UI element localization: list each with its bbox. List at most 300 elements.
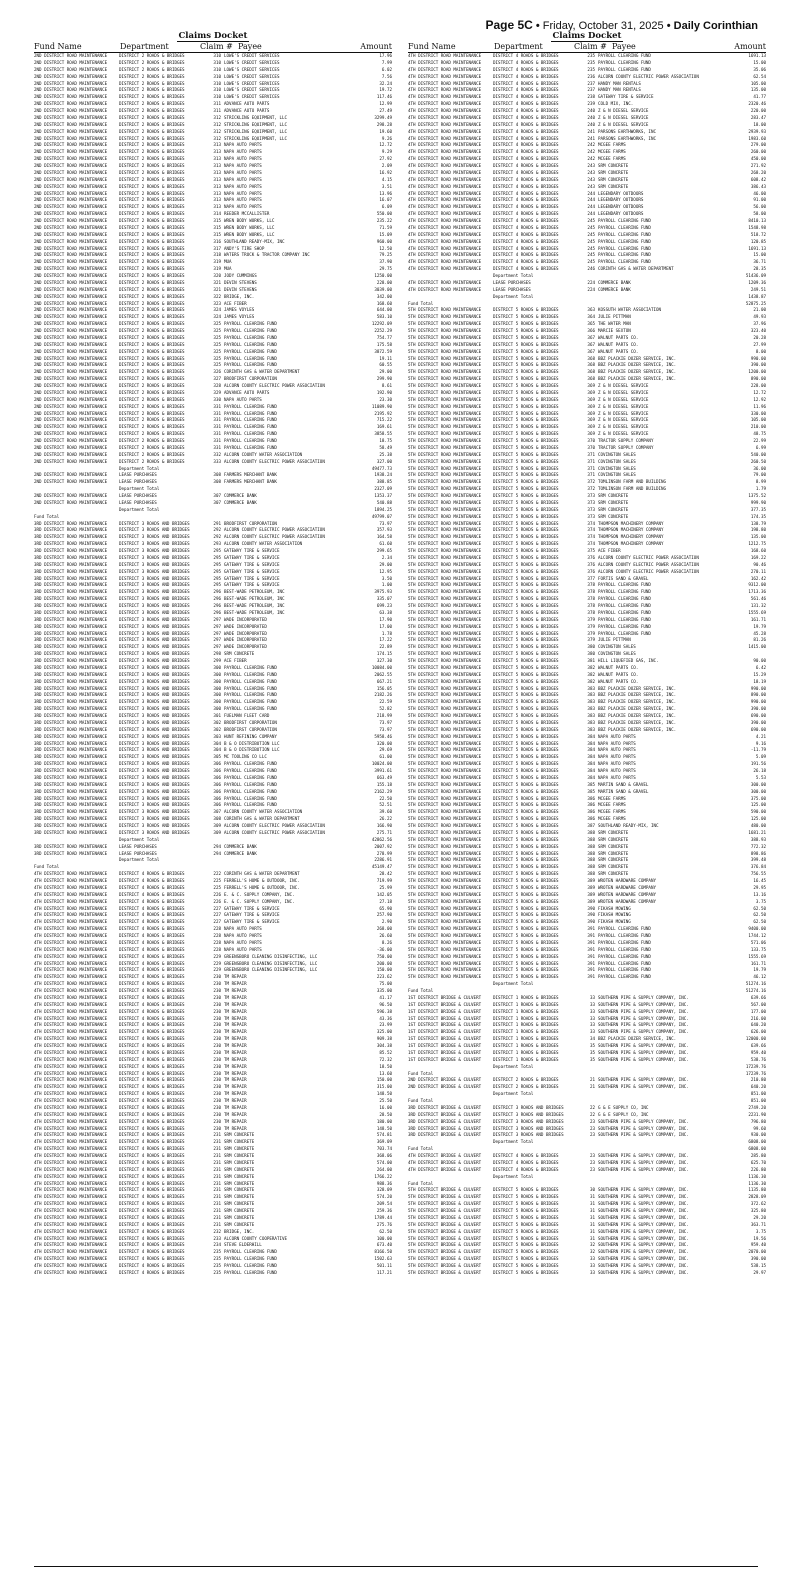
row-payee: PAYROLL CLEARING FUND [224, 424, 277, 430]
row-payee: PAYROLL CLEARING FUND [598, 59, 651, 65]
row-department: DISTRICT 4 ROADS & BRIDGES [119, 884, 185, 890]
row-fund: 5TH DISTRICT ROAD MAINTENANCE [408, 905, 482, 911]
row-amount: 168.60 [750, 548, 766, 553]
row-department: DISTRICT 4 ROADS & BRIDGES [493, 101, 559, 107]
row-payee: STRICKLING EQUIPMENT, LLC [224, 121, 288, 127]
table-row [408, 404, 766, 411]
row-amount: 210.80 [750, 1077, 766, 1083]
row-department: DISTRICT 5 ROADS & BRIDGES [493, 768, 559, 773]
row-payee: WATERS TRUCK & TRACTOR COMPANY INC [224, 252, 310, 258]
row-payee: TM REPAIR [224, 1022, 247, 1028]
row-claim: 22 [589, 1111, 595, 1117]
row-payee: NAPA AUTO PARTS [224, 204, 262, 210]
row-claim: 300 [213, 706, 221, 712]
row-payee: HANDY MAN RENTALS [598, 87, 641, 93]
table-row [34, 885, 392, 892]
table-row [408, 644, 766, 651]
row-fund: 5TH DISTRICT ROAD MAINTENANCE [408, 548, 482, 553]
table-row [408, 149, 766, 156]
row-payee: MCGEE FARMS [598, 795, 626, 801]
row-fund: 5TH DISTRICT ROAD MAINTENANCE [408, 499, 482, 505]
row-fund: 3RD DISTRICT ROAD MAINTENANCE [34, 850, 108, 856]
row-department: DISTRICT 2 ROADS & BRIDGES [119, 417, 185, 423]
row-amount: 27.92 [379, 156, 392, 162]
row-claim: 384 [587, 733, 595, 739]
row-claim: 230 [213, 1049, 221, 1055]
row-claim: 389 [587, 878, 595, 883]
table-row [408, 417, 766, 424]
table-row [408, 1174, 766, 1181]
row-fund: 4TH DISTRICT ROAD MAINTENANCE [408, 59, 482, 65]
row-fund: 4TH DISTRICT ROAD MAINTENANCE [34, 1104, 108, 1110]
row-claim: 237 [587, 80, 595, 86]
row-payee: PAYROLL CLEARING FUND [224, 410, 277, 416]
row-department: DISTRICT 2 ROADS & BRIDGES [119, 410, 185, 416]
row-claim: 390 [587, 919, 595, 925]
row-claim: 325 [213, 334, 221, 340]
table-row [34, 60, 392, 67]
table-row [408, 342, 766, 349]
table-row [34, 1126, 392, 1133]
table-row [408, 747, 766, 754]
row-payee: STRICKLING EQUIPMENT, LLC [224, 135, 288, 141]
row-amount: 29.95 [753, 884, 766, 890]
table-row [408, 885, 766, 892]
row-claim: 230 [213, 1070, 221, 1076]
page-number: Page 5C [485, 18, 533, 32]
row-fund: 5TH DISTRICT ROAD MAINTENANCE [408, 692, 482, 698]
table-row [34, 727, 392, 734]
table-row [34, 1009, 392, 1016]
row-department: DISTRICT 5 ROADS & BRIDGES [493, 410, 559, 416]
row-fund: 5TH DISTRICT ROAD MAINTENANCE [408, 678, 482, 684]
row-claim: 388 [587, 836, 595, 842]
row-claim: 331 [213, 403, 221, 409]
row-department: DISTRICT 2 ROADS & BRIDGES [119, 376, 185, 382]
row-claim: 313 [213, 176, 221, 182]
row-department: DISTRICT 2 ROADS & BRIDGES [119, 334, 185, 340]
row-department: DISTRICT 2 ROADS & BRIDGES [119, 128, 185, 134]
row-claim: 331 [213, 444, 221, 450]
row-amount: 1353.37 [374, 493, 392, 498]
table-row [34, 899, 392, 906]
row-claim: 384 [587, 740, 595, 746]
row-amount: 12.72 [379, 142, 392, 148]
row-claim: 245 [587, 238, 595, 244]
row-claim: 309 [213, 829, 221, 835]
row-claim: 322 [213, 293, 221, 299]
table-row [408, 1043, 766, 1050]
table-row [408, 232, 766, 239]
row-department: DISTRICT 2 ROADS & BRIDGES [119, 101, 185, 107]
row-fund: 1ST DISTRICT BRIDGE & CULVERT [408, 1022, 482, 1028]
row-claim: 390 [587, 912, 595, 918]
row-payee: WROTEN HARDWARE COMPANY [598, 898, 656, 904]
row-claim: 385 [587, 781, 595, 787]
row-amount: 1894.25 [374, 506, 392, 512]
table-row [408, 500, 766, 507]
row-amount: 13.96 [379, 190, 392, 196]
table-row [34, 493, 392, 500]
row-amount: -11.79 [750, 747, 766, 753]
table-row [408, 1050, 766, 1057]
row-department: DISTRICT 5 ROADS & BRIDGES [493, 1221, 559, 1227]
row-amount: 29.69 [379, 747, 392, 753]
row-payee: SOUTHERN PIPE & SUPPLY COMPANY, INC. [598, 1022, 689, 1028]
row-amount: 37.90 [379, 259, 392, 265]
row-fund: 2ND DISTRICT ROAD MAINTENANCE [34, 142, 108, 148]
row-amount: 372.62 [750, 1201, 766, 1207]
row-payee: SRM CONCRETE [224, 1187, 255, 1193]
row-payee: NAPA AUTO PARTS [224, 190, 262, 196]
table-row [34, 397, 392, 404]
table-row [34, 163, 392, 170]
row-fund: 4TH DISTRICT ROAD MAINTENANCE [408, 169, 482, 175]
row-amount: 890.00 [750, 692, 766, 698]
row-department: DISTRICT 4 ROADS & BRIDGES [493, 142, 559, 148]
row-claim: 378 [587, 609, 595, 615]
row-department: DISTRICT 3 ROADS AND BRIDGES [119, 520, 190, 526]
table-row [408, 837, 766, 844]
row-amount: 299.65 [376, 548, 392, 553]
table-row [408, 259, 766, 266]
row-department: DISTRICT 4 ROADS & BRIDGES [119, 1235, 185, 1241]
row-amount: 17.00 [379, 623, 392, 629]
row-claim: 31 [589, 1208, 595, 1213]
row-department: DISTRICT 5 ROADS & BRIDGES [493, 1256, 559, 1262]
row-department: DISTRICT 5 ROADS & BRIDGES [493, 658, 559, 663]
row-payee: TM REPAIR [224, 1015, 247, 1021]
row-payee: NAPA AUTO PARTS [224, 926, 262, 932]
row-payee: SRM CONCRETE [598, 850, 629, 856]
row-department: DISTRICT 5 ROADS & BRIDGES [493, 1235, 559, 1241]
table-row [408, 665, 766, 672]
row-fund: 3RD DISTRICT ROAD MAINTENANCE [34, 568, 108, 574]
row-amount: 6.02 [381, 66, 392, 72]
row-claim: 312 [213, 128, 221, 134]
row-payee: SRM CONCRETE [224, 1201, 255, 1207]
row-fund: Fund Total [408, 1070, 434, 1076]
table-row [408, 857, 766, 864]
row-amount: 5.09 [755, 754, 766, 760]
row-payee: STEVE ELDERHILL [224, 1242, 262, 1248]
row-department: DISTRICT 5 ROADS & BRIDGES [493, 664, 559, 670]
row-amount: 673.40 [376, 1242, 392, 1248]
table-row [34, 1174, 392, 1181]
row-payee: BEST-WADE PETROLEUM, INC [224, 596, 285, 602]
row-claim: 323 [213, 300, 221, 306]
row-fund: 1ST DISTRICT BRIDGE & CULVERT [408, 1001, 482, 1007]
row-fund: 2ND DISTRICT ROAD MAINTENANCE [34, 314, 108, 320]
row-amount: 11089.90 [371, 403, 392, 409]
row-amount: 48.75 [753, 431, 766, 437]
row-claim: 325 [213, 321, 221, 327]
row-department: DISTRICT 4 ROADS & BRIDGES [119, 1022, 185, 1028]
row-amount: 1938.24 [374, 472, 392, 478]
row-fund: 4TH DISTRICT ROAD MAINTENANCE [34, 905, 108, 911]
table-row [34, 1043, 392, 1050]
row-amount: 71.59 [379, 224, 392, 230]
row-payee: Z & N DIESEL SERVICE [598, 108, 649, 113]
row-department: DISTRICT 3 ROADS AND BRIDGES [119, 589, 190, 595]
row-amount: 41.77 [753, 94, 766, 100]
row-claim: 371 [587, 465, 595, 471]
row-department: DISTRICT 5 ROADS & BRIDGES [493, 795, 559, 801]
row-department: DISTRICT 2 ROADS & BRIDGES [119, 53, 185, 58]
row-claim: 295 [213, 554, 221, 560]
row-claim: 31 [589, 1221, 595, 1227]
row-fund: 3RD DISTRICT ROAD MAINTENANCE [34, 685, 108, 691]
row-claim: 33 [589, 1029, 595, 1035]
row-claim: 306 [213, 795, 221, 801]
row-amount: 8.00 [755, 348, 766, 354]
row-fund: 5TH DISTRICT ROAD MAINTENANCE [408, 726, 482, 732]
row-fund: 4TH DISTRICT ROAD MAINTENANCE [34, 1201, 108, 1207]
newspaper-name: Daily Corinthian [673, 20, 758, 32]
table-row [408, 624, 766, 631]
row-amount: 100.00 [376, 1235, 392, 1241]
row-amount: 699.23 [376, 603, 392, 608]
row-department: DISTRICT 5 ROADS & BRIDGES [493, 939, 559, 945]
row-claim: 243 [587, 169, 595, 175]
row-claim: 307 [213, 809, 221, 815]
row-department: DISTRICT 5 ROADS & BRIDGES [493, 836, 559, 842]
row-claim: 231 [213, 1132, 221, 1138]
row-department: DISTRICT 3 ROADS AND BRIDGES [119, 637, 190, 643]
table-row [34, 967, 392, 974]
header-amount: Amount [360, 42, 392, 51]
row-amount: 4.21 [755, 733, 766, 739]
row-department: DISTRICT 5 ROADS & BRIDGES [493, 761, 559, 767]
row-payee: FIKASH MOWING [598, 912, 631, 918]
row-amount: 8166.50 [374, 1249, 392, 1255]
row-fund: 4TH DISTRICT ROAD MAINTENANCE [34, 898, 108, 904]
row-fund: 3RD DISTRICT ROAD MAINTENANCE [34, 754, 108, 760]
table-row [34, 603, 392, 610]
row-amount: 166.90 [376, 823, 392, 828]
row-department: DISTRICT 4 ROADS & BRIDGES [119, 1132, 185, 1138]
row-amount: 169.22 [750, 554, 766, 560]
table-row [408, 1167, 766, 1174]
row-claim: 33 [589, 1008, 595, 1014]
row-fund: 2ND DISTRICT ROAD MAINTENANCE [34, 108, 108, 113]
row-amount: 25.38 [379, 451, 392, 457]
table-row [408, 411, 766, 418]
table-row [408, 1187, 766, 1194]
row-payee: SOUTHERN PIPE & SUPPLY COMPANY, INC. [598, 1084, 689, 1090]
row-fund: 4TH DISTRICT ROAD MAINTENANCE [34, 981, 108, 987]
row-fund: 5TH DISTRICT ROAD MAINTENANCE [408, 699, 482, 705]
row-fund: 5TH DISTRICT ROAD MAINTENANCE [408, 596, 482, 602]
row-claim: 230 [213, 974, 221, 980]
row-department: DISTRICT 5 ROADS & BRIDGES [493, 451, 559, 457]
table-row [408, 459, 766, 466]
row-claim: 296 [213, 609, 221, 615]
row-department: DISTRICT 2 ROADS & BRIDGES [119, 273, 185, 278]
row-department: DISTRICT 4 ROADS & BRIDGES [493, 87, 559, 93]
table-row [34, 307, 392, 314]
row-payee: COVINGTON SALES [598, 644, 636, 650]
row-fund: 5TH DISTRICT ROAD MAINTENANCE [408, 451, 482, 457]
row-payee: WALNUT PARTS CO. [598, 678, 639, 684]
row-payee: SOUTHLAND READY-MIX, INC [224, 238, 285, 244]
row-department: DISTRICT 5 ROADS & BRIDGES [493, 493, 559, 498]
masthead-separator: • [535, 20, 540, 32]
row-amount: 174.35 [750, 513, 766, 519]
row-fund: 4TH DISTRICT ROAD MAINTENANCE [34, 878, 108, 883]
row-department: Department Total [119, 506, 160, 512]
table-row [408, 369, 766, 376]
table-row [34, 617, 392, 624]
row-department: DISTRICT 5 ROADS & BRIDGES [493, 362, 559, 368]
row-amount: 1766.22 [374, 1173, 392, 1179]
row-payee: LOWE'S CREDIT SERVICES [224, 66, 280, 72]
row-payee: SOUTHERN PIPE & SUPPLY COMPANY, INC. [598, 1269, 689, 1275]
row-claim: 231 [213, 1166, 221, 1172]
table-row [408, 122, 766, 129]
row-claim: 383 [587, 685, 595, 691]
table-row [34, 933, 392, 940]
row-payee: Z & N DIESEL SERVICE [598, 383, 649, 388]
row-amount: 567.00 [750, 1001, 766, 1007]
table-row [408, 1029, 766, 1036]
table-row [408, 445, 766, 452]
row-claim: 315 [213, 224, 221, 230]
table-row [408, 239, 766, 246]
row-payee: TRACTOR SUPPLY COMPANY [598, 438, 654, 443]
row-payee: PAYROLL CLEARING FUND [598, 946, 651, 952]
row-payee: MARTIN SAND & GRAVEL [598, 788, 649, 794]
row-fund: 5TH DISTRICT ROAD MAINTENANCE [408, 383, 482, 388]
table-row [34, 225, 392, 232]
row-department: DISTRICT 4 ROADS & BRIDGES [119, 926, 185, 932]
row-fund: 2ND DISTRICT ROAD MAINTENANCE [34, 273, 108, 278]
docket-title: Claims Docket [178, 31, 248, 41]
row-payee: COMMERCE BANK [598, 286, 631, 292]
row-claim: 31 [589, 1235, 595, 1241]
row-fund: 3RD DISTRICT ROAD MAINTENANCE [34, 575, 108, 581]
table-row [408, 314, 766, 321]
row-amount: 177.00 [750, 1008, 766, 1014]
row-amount: 12.99 [379, 101, 392, 107]
row-fund: 5TH DISTRICT BRIDGE & CULVERT [408, 1235, 482, 1241]
row-amount: 450.00 [750, 156, 766, 162]
row-amount: 2062.55 [374, 671, 392, 677]
row-department: DISTRICT 4 ROADS & BRIDGES [119, 1029, 185, 1035]
row-amount: 268.00 [376, 926, 392, 932]
header-fund-name: Fund Name [34, 42, 82, 51]
row-department: Department Total [493, 1173, 534, 1179]
row-department: LEASE PURCHASES [119, 499, 157, 505]
row-claim: 228 [213, 933, 221, 938]
row-claim: 228 [213, 926, 221, 932]
table-row [34, 1263, 392, 1270]
row-payee: KOSSUTH WATER ASSOCIATION [598, 307, 662, 313]
row-claim: 306 [213, 788, 221, 794]
table-row [408, 761, 766, 768]
row-claim: 298 [213, 651, 221, 657]
row-department: DISTRICT 4 ROADS & BRIDGES [493, 1166, 559, 1172]
row-amount: 550.00 [376, 211, 392, 217]
table-row [408, 493, 766, 500]
row-payee: TM REPAIR [224, 1077, 247, 1083]
row-fund: Fund Total [408, 1180, 434, 1186]
row-department: DISTRICT 2 ROADS & BRIDGES [119, 59, 185, 65]
row-claim: 373 [587, 499, 595, 505]
row-claim: 33 [589, 1001, 595, 1007]
row-payee: HILL LIQUEFIED GAS, INC. [598, 658, 659, 663]
row-amount: 8.61 [381, 383, 392, 388]
row-amount: 22.99 [753, 438, 766, 443]
row-amount: 9312.00 [748, 582, 766, 588]
row-claim: 227 [213, 912, 221, 918]
row-department: DISTRICT 2 ROADS & BRIDGES [119, 114, 185, 120]
row-department: Department Total [119, 486, 160, 492]
row-fund: 5TH DISTRICT ROAD MAINTENANCE [408, 658, 482, 663]
row-claim: 379 [587, 623, 595, 629]
row-claim: 376 [587, 568, 595, 574]
row-amount: 46.00 [753, 190, 766, 196]
row-claim: 295 [213, 582, 221, 588]
row-fund: 4TH DISTRICT ROAD MAINTENANCE [34, 1242, 108, 1248]
row-amount: 20.28 [753, 334, 766, 340]
row-payee: PAYROLL CLEARING FUND [598, 616, 651, 622]
row-payee: CORINTH GAS & WATER DEPARTMENT [598, 266, 674, 272]
row-payee: SOUTHERN PIPE & SUPPLY COMPANY, INC. [598, 1029, 689, 1035]
row-payee: BBZ PLACKIE DOZER SERVICE, INC. [598, 355, 677, 361]
row-claim: 31 [589, 1201, 595, 1207]
row-department: DISTRICT 3 ROADS AND BRIDGES [119, 788, 190, 794]
row-fund: 3RD DISTRICT ROAD MAINTENANCE [34, 623, 108, 629]
row-claim: 304 [213, 740, 221, 746]
row-amount: 325.00 [376, 1029, 392, 1035]
row-claim: 230 [213, 1104, 221, 1110]
row-amount: 1.00 [381, 582, 392, 588]
row-payee: PARSONS EARTHWORKS, INC [598, 135, 656, 141]
row-amount: 8.99 [755, 479, 766, 485]
row-amount: 9.26 [381, 135, 392, 141]
row-payee: SRM CONCRETE [224, 1159, 255, 1165]
row-fund: 5TH DISTRICT ROAD MAINTENANCE [408, 637, 482, 643]
table-row [408, 981, 766, 988]
row-department: DISTRICT 5 ROADS & BRIDGES [493, 706, 559, 712]
row-claim: 331 [213, 424, 221, 430]
row-fund: 2ND DISTRICT ROAD MAINTENANCE [34, 362, 108, 368]
table-row [34, 1242, 392, 1249]
row-amount: 386.43 [750, 183, 766, 189]
row-fund: 5TH DISTRICT ROAD MAINTENANCE [408, 850, 482, 856]
row-department: DISTRICT 5 ROADS & BRIDGES [493, 1269, 559, 1275]
row-fund: 4TH DISTRICT ROAD MAINTENANCE [34, 1208, 108, 1213]
row-department: DISTRICT 4 ROADS & BRIDGES [119, 1015, 185, 1021]
table-row [34, 1064, 392, 1071]
row-fund: 3RD DISTRICT ROAD MAINTENANCE [34, 630, 108, 636]
row-department: DISTRICT 3 ROADS AND BRIDGES [119, 664, 190, 670]
row-amount: 27.18 [379, 898, 392, 904]
row-amount: 2.34 [381, 554, 392, 560]
row-claim: 331 [213, 417, 221, 423]
row-fund: 4TH DISTRICT ROAD MAINTENANCE [408, 142, 482, 148]
row-payee: FIKASH MOWING [598, 905, 631, 911]
row-amount: 43.36 [379, 1015, 392, 1021]
row-claim: 325 [213, 355, 221, 361]
row-amount: 49799.07 [371, 513, 392, 519]
row-fund: 2ND DISTRICT ROAD MAINTENANCE [34, 259, 108, 265]
row-payee: SRM CONCRETE [224, 1139, 255, 1145]
row-claim: 225 [213, 878, 221, 883]
row-amount: 750.00 [376, 953, 392, 959]
row-claim: 296 [213, 589, 221, 595]
